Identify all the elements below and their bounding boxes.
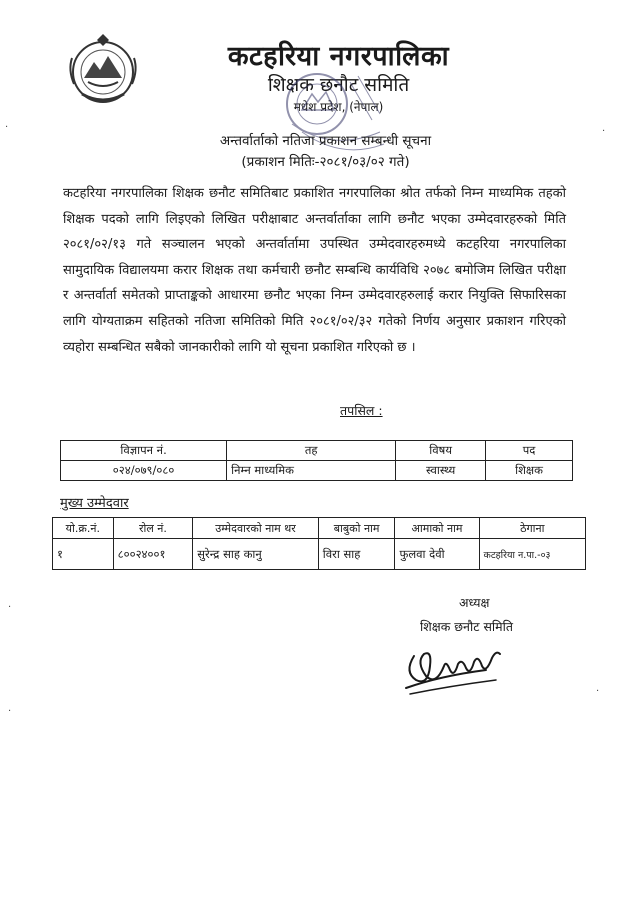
signatory-title: अध्यक्ष — [459, 595, 490, 610]
table-header-row — [53, 518, 586, 539]
publication-date: (प्रकाशन मितिः-२०८१/०३/०२ गते) — [241, 154, 410, 170]
margin-speck: · — [8, 706, 12, 717]
table-cell: निम्न माध्यमिक — [227, 461, 396, 481]
vacancy-table — [60, 440, 573, 481]
org-address: मधेश प्रदेश, (नेपाल) — [293, 100, 384, 114]
margin-speck: · — [5, 122, 9, 133]
table-cell: स्वास्थ्य — [396, 461, 486, 481]
table-row — [53, 539, 586, 570]
table-header-row — [61, 441, 573, 461]
handwritten-signature — [400, 636, 510, 698]
table-cell: कटहरिया न.पा.-०३ — [479, 539, 585, 570]
details-label: तपसिल : — [340, 403, 383, 418]
header-cell: आमाको नाम — [395, 518, 479, 539]
candidates-table — [52, 517, 586, 570]
header-cell: पद — [486, 441, 573, 461]
header-cell: विषय — [396, 441, 486, 461]
header-cell: रोल नं. — [113, 518, 193, 539]
main-candidates-label: मुख्य उम्मेदवार — [60, 496, 129, 511]
notice-body: कटहरिया नगरपालिका शिक्षक छनौट समितिबाट प्रकाशित नगरपालिका श्रोत तर्फको निम्न माध्यमिक तहको शिक्षक पदको लागि लिइएको लिखित परीक्षाबाट अन्तर्वार्ताका लागि छनौट भएका उम्मेदवारहरुको मिति २०८१/०२/१३ गते सञ्चालन भएको अन्तर्वार्तामा उपस्थित उम्मेदवारहरुमध्ये कटहरिया नगरपालिका सामुदायिक विद्यालयमा करार शिक्षक तथा कर्मचारी छनौट सम्बन्धि कार्यविधि २०७८ बमोजिम लिखित परीक्षा र अन्तर्वार्ता समेतको प्राप्ताङ्कको आधारमा छनौट भएका निम्न उम्मेदवारहरुलाई करार नियुक्ति सिफारिसका लागि योग्यताक्रम सहितको नतिजा समितिको मिति २०८१/०२/३२ गतेको निर्णय अनुसार प्रकाशन गरिएको व्यहोरा सम्बन्धित सबैको जानकारीको लागि यो सूचना प्रकाशित गरिएको छ । — [63, 186, 566, 355]
org-name: कटहरिया नगरपालिका — [227, 41, 450, 72]
table-cell: फुलवा देवी — [395, 539, 479, 570]
table-cell: ८००२४००१ — [113, 539, 193, 570]
header-cell: उम्मेदवारको नाम थर — [193, 518, 318, 539]
table-cell: ०२४/०७९/०८० — [61, 461, 227, 481]
table-cell: विरा साह — [318, 539, 395, 570]
header-cell: ठेगाना — [479, 518, 585, 539]
table-row — [61, 461, 573, 481]
table-cell: सुरेन्द्र साह कानु — [193, 539, 318, 570]
margin-speck: · — [596, 686, 600, 697]
header-cell: विज्ञापन नं. — [61, 441, 227, 461]
table-cell: शिक्षक — [486, 461, 573, 481]
header-cell: तह — [227, 441, 396, 461]
header-cell: बाबुको नाम — [318, 518, 395, 539]
notice-title: अन्तर्वार्ताको नतिजा प्रकाशन सम्बन्धी सूचना — [219, 133, 432, 149]
margin-speck: · — [8, 602, 12, 613]
committee-name: शिक्षक छनौट समिति — [267, 74, 410, 96]
margin-speck: · — [602, 126, 606, 137]
header-cell: यो.क्र.नं. — [53, 518, 114, 539]
table-cell: १ — [53, 539, 114, 570]
signatory-committee: शिक्षक छनौट समिति — [420, 619, 514, 634]
